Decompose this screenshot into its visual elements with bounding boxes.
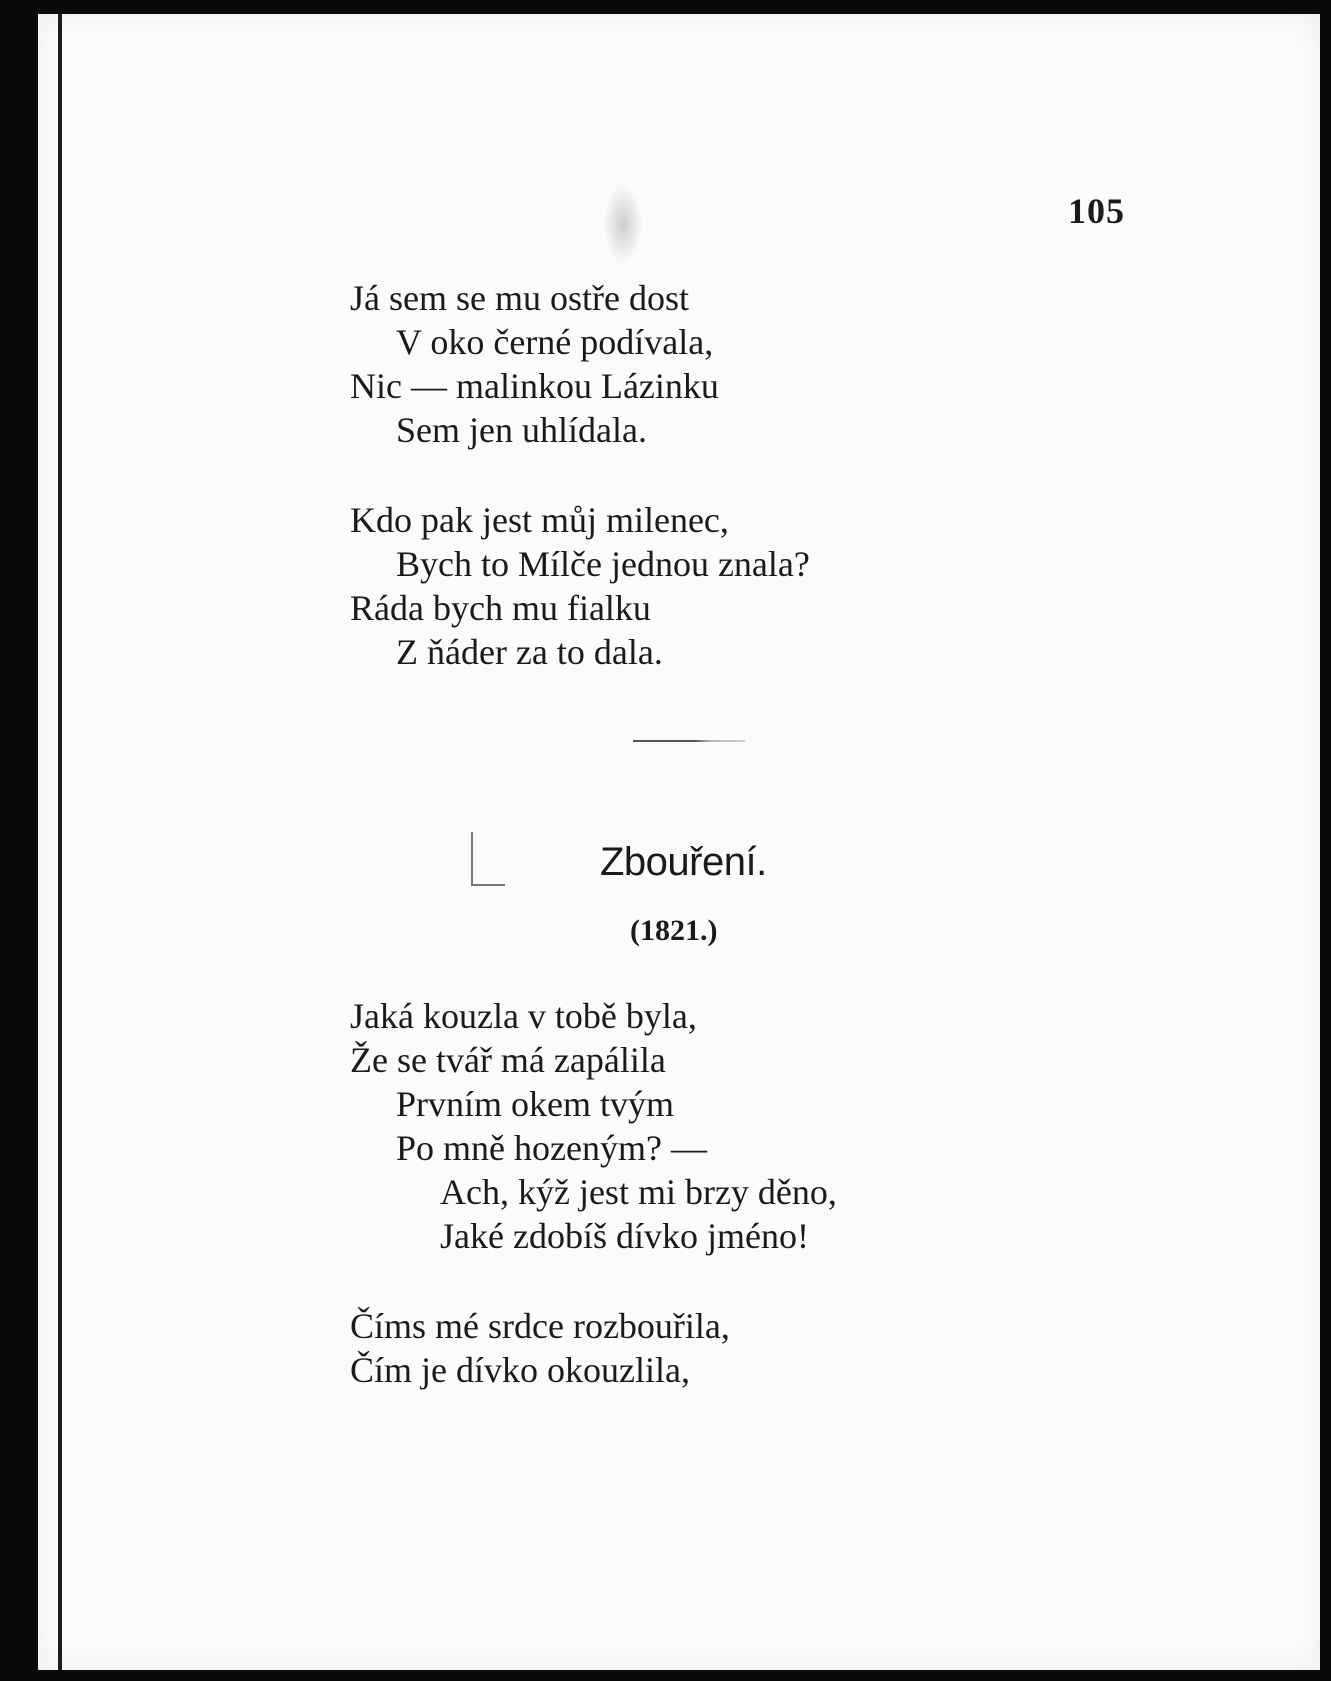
ink-smudge [603,184,643,264]
verse-line: Jaké zdobíš dívko jméno! [440,1216,809,1256]
book-page [38,14,1320,1670]
verse-line: Kdo pak jest můj milenec, [350,500,729,540]
stanza-2 [350,498,810,674]
section-separator [633,740,745,742]
verse-line: Čím je dívko okouzlila, [350,1350,690,1390]
stanza-1 [350,276,719,452]
poem-title: Zbouření. [600,840,767,884]
verse-line: Z ňáder za to dala. [396,632,663,672]
verse-line: Číms mé srdce rozbouřila, [350,1306,730,1346]
verse-line: Prvním okem tvým [396,1084,674,1124]
verse-line: Ach, kýž jest mi brzy děno, [440,1172,837,1212]
page-number: 105 [1068,191,1125,231]
verse-line: Jaká kouzla v tobě byla, [350,996,697,1036]
corner-mark [471,832,505,886]
verse-line: Sem jen uhlídala. [396,410,647,450]
page-edge-rule [58,14,62,1670]
verse-line: Já sem se mu ostře dost [350,278,689,318]
verse-line: Po mně hozeným? — [396,1128,707,1168]
verse-line: V oko černé podívala, [396,322,714,362]
verse-line: Bych to Mílče jednou znala? [396,544,810,584]
poem-year: (1821.) [630,914,718,947]
verse-line: Že se tvář má zapálila [350,1040,666,1080]
stanza-3 [350,994,837,1258]
stanza-4 [350,1304,730,1392]
verse-line: Ráda bych mu fialku [350,588,651,628]
verse-line: Nic — malinkou Lázinku [350,366,719,406]
